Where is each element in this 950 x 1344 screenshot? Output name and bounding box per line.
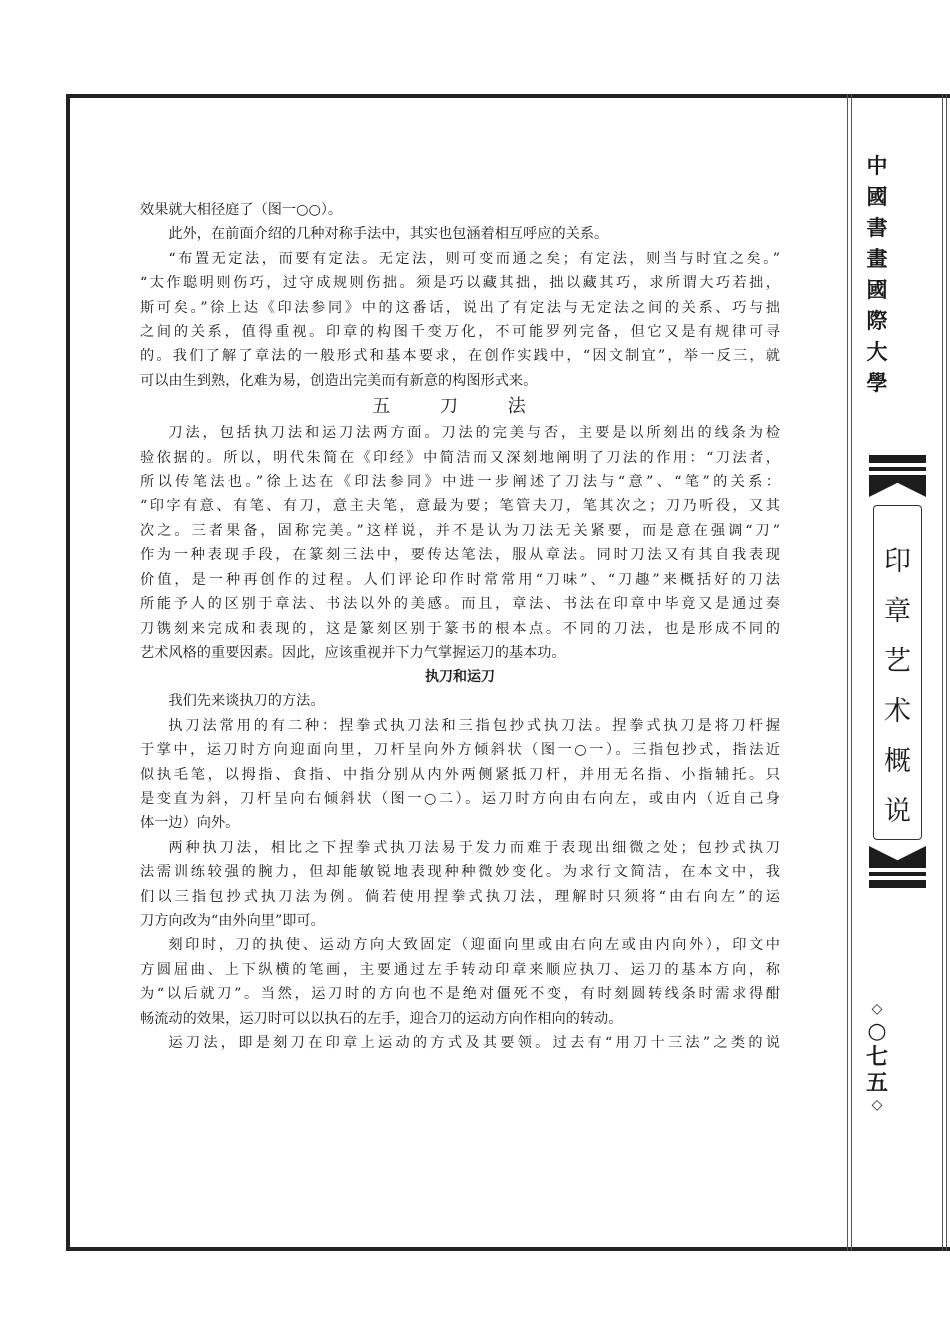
paragraph bbox=[140, 222, 780, 246]
title-char: 艺 bbox=[884, 646, 911, 677]
paragraph bbox=[140, 933, 780, 1031]
paragraph bbox=[140, 689, 780, 713]
univ-char: 大 bbox=[866, 339, 888, 364]
title-char: 章 bbox=[884, 596, 911, 627]
text-line: 所以传笔法也。”徐上达在《印法参同》中进一步阐述了刀法与“意”、“笔”的关系： bbox=[140, 474, 780, 491]
text-line: 刀法，包括执刀法和运刀法两方面。刀法的完美与否，主要是以所刻出的线条为检 bbox=[168, 425, 780, 442]
text-line: 两种执刀法，相比之下捏拳式执刀法易于发力而难于表现出细微之处；包抄式执刀 bbox=[168, 839, 780, 856]
title-char: 概 bbox=[884, 746, 911, 777]
text-line: 此外，在前面介绍的几种对称手法中，其实也包涵着相互呼应的关系。 bbox=[168, 226, 609, 243]
text-line: 刻印时，刀的执使、运动方向大致固定（迎面向里或由右向左或由内向外），印文中 bbox=[168, 937, 780, 954]
chevron-ornament-icon bbox=[869, 846, 926, 868]
diamond-icon: ◇ bbox=[871, 1001, 883, 1017]
sub-heading: 执刀和运刀 bbox=[425, 669, 495, 686]
text-line: 价值，是一种再创作的过程。人们评论印作时常常用“刀味”、“刀趣”来概括好的刀法 bbox=[140, 571, 780, 588]
text-line: 似执毛笔，以拇指、食指、中指分别从内外两侧紧抵刀杆，并用无名指、小指辅托。只 bbox=[140, 766, 780, 783]
diamond-icon: ◇ bbox=[871, 1097, 883, 1113]
univ-char: 書 bbox=[866, 215, 888, 240]
text-line: 法需训练较强的腕力，但却能敏锐地表现种种微妙变化。为求行文简洁，在本文中，我 bbox=[140, 864, 780, 881]
body-text bbox=[140, 198, 780, 1055]
book-title bbox=[869, 537, 926, 837]
text-line: 们以三指包抄式执刀法为例。倘若使用捏拳式执刀法，理解时只须将“由右向左”的运 bbox=[140, 888, 780, 905]
paragraph bbox=[140, 247, 780, 393]
paragraph bbox=[140, 836, 780, 934]
univ-char: 畫 bbox=[866, 246, 888, 271]
text-line: 所能予人的区别于章法、书法以外的美感。而且，章法、书法在印章中毕竟又是通过奏 bbox=[140, 596, 780, 613]
text-line: 斯可矣。”徐上达《印法参同》中的这番话，说出了有定法与无定法之间的关系、巧与拙 bbox=[140, 299, 780, 316]
univ-char: 中 bbox=[866, 153, 888, 178]
section-heading: 五 刀 法 bbox=[372, 396, 548, 418]
text-line: 运刀法，即是刻刀在印章上运动的方式及其要领。过去有“用刀十三法”之类的说 bbox=[168, 1035, 780, 1051]
text-line: 方圆屈曲、上下纵横的笔画，主要通过左手转动印章来顺应执刀、运刀的基本方向，称 bbox=[140, 961, 780, 978]
text-line: 是变直为斜，刀杆呈向右倾斜状（图一○二）。运刀时方向由右向左，或由内（近自己身 bbox=[140, 790, 780, 807]
text-line: 为“以后就刀”。当然，运刀时的方向也不是绝对僵死不变，有时刻圆转线条时需求得酣 bbox=[140, 986, 780, 1003]
university-name bbox=[862, 150, 892, 398]
text-line: 体一边）向外。 bbox=[140, 815, 240, 832]
text-line: 畅流动的效果，运刀时可以以执石的左手，迎合刀的运动方向作相向的转动。 bbox=[140, 1010, 623, 1027]
title-char: 印 bbox=[884, 546, 911, 577]
ornament-bar bbox=[869, 872, 926, 876]
univ-char: 際 bbox=[866, 308, 888, 333]
page-digit: 七 bbox=[865, 1044, 888, 1070]
text-line: 效果就大相径庭了（图一○○）。 bbox=[140, 202, 343, 218]
ornament-bar bbox=[869, 880, 926, 888]
page-digit: ○ bbox=[867, 1018, 887, 1044]
text-line: “布置无定法，而要有定法。无定法，则可变而通之矣；有定法，则当与时宜之矣。” bbox=[168, 250, 780, 267]
text-line: 的。我们了解了章法的一般形式和基本要求，在创作实践中，“因文制宜”，举一反三，就 bbox=[140, 348, 780, 365]
text-line: “太作聪明则伤巧，过守成规则伤拙。须是巧以藏其拙，拙以藏其巧，求所谓大巧若拙， bbox=[140, 275, 780, 292]
univ-char: 學 bbox=[866, 370, 888, 395]
paragraph bbox=[140, 421, 780, 665]
text-line: 我们先来谈执刀的方法。 bbox=[168, 693, 325, 710]
page-digit: 五 bbox=[865, 1070, 888, 1096]
paragraph bbox=[140, 1031, 780, 1055]
ornament-bar bbox=[869, 455, 926, 463]
chevron-ornament-icon bbox=[869, 475, 926, 497]
paragraph bbox=[140, 714, 780, 836]
text-line: 执刀法常用的有二种：捏拳式执刀法和三指包抄式执刀法。捏拳式执刀是将刀杆握 bbox=[168, 717, 780, 734]
text-line: 之间的关系，值得重视。印章的构图千变万化，不可能罗列完备，但它又是有规律可寻 bbox=[140, 324, 780, 341]
title-char: 术 bbox=[884, 696, 911, 727]
univ-char: 國 bbox=[866, 277, 888, 302]
text-line: 刀方向改为“由外向里”即可。 bbox=[140, 912, 325, 929]
text-line: 刀镌刻来完成和表现的，这是篆刻区别于篆书的根本点。不同的刀法，也是形成不同的 bbox=[140, 620, 780, 637]
text-line: 次之。三者果备，固称完美。”这样说，并不是认为刀法无关紧要，而是意在强调“刀” bbox=[140, 522, 780, 539]
text-line: 于掌中，运刀时方向迎面向里，刀杆呈向外方倾斜状（图一○一）。三指包抄式，指法近 bbox=[140, 742, 780, 759]
text-line: 艺术风格的重要因素。因此，应该重视并下力气掌握运刀的基本功。 bbox=[140, 644, 566, 661]
ornament-bar bbox=[869, 467, 926, 471]
univ-char: 國 bbox=[866, 184, 888, 209]
text-line: 可以由生到熟，化难为易，创造出完美而有新意的构图形式来。 bbox=[140, 372, 538, 389]
text-line: 作为一种表现手段，在篆刻三法中，要传达笔法，服从章法。同时刀法又有其自我表现 bbox=[140, 547, 780, 564]
title-char: 说 bbox=[884, 796, 911, 827]
book-title-block bbox=[869, 455, 926, 888]
page-number bbox=[862, 1000, 892, 1114]
text-line: “印字有意、有笔、有刀，意主夫笔，意最为要；笔管夫刀，笔其次之；刀乃听役，又其 bbox=[140, 498, 780, 515]
paragraph bbox=[140, 198, 780, 222]
text-line: 验依据的。所以，明代朱简在《印经》中简洁而又深刻地阐明了刀法的作用：“刀法者， bbox=[140, 449, 780, 466]
